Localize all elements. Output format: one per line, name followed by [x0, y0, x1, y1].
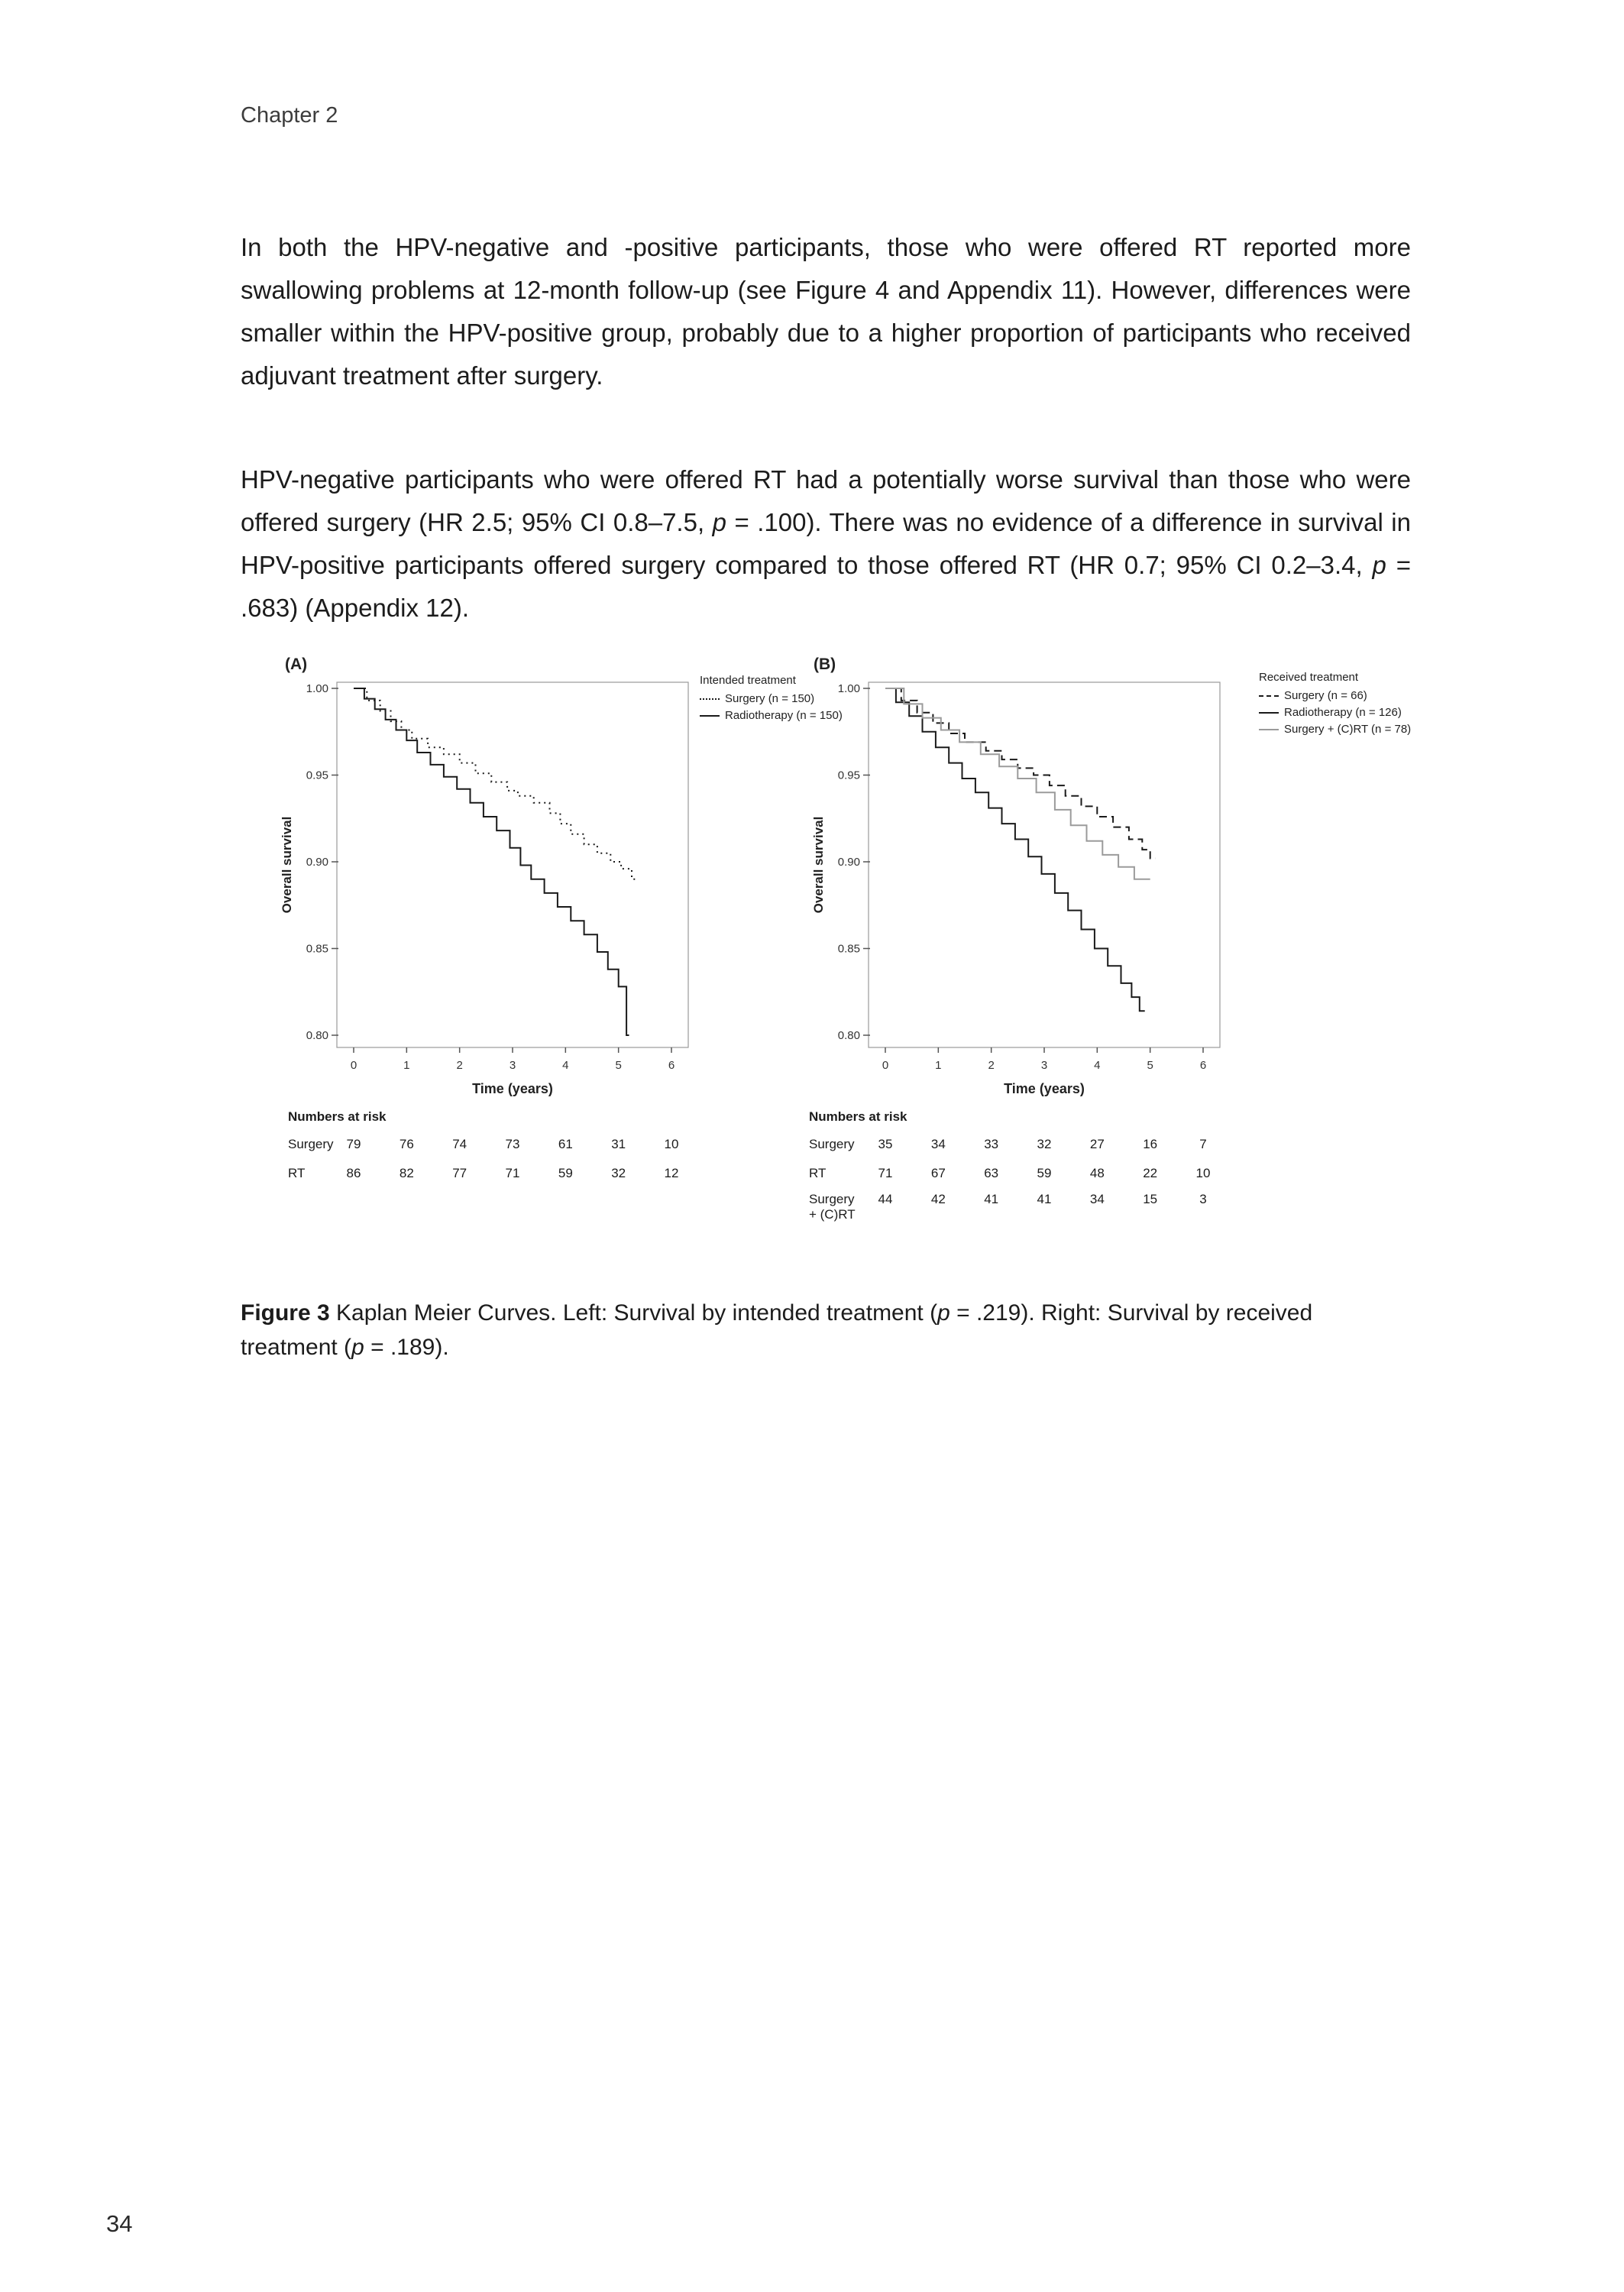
risk-value: 34 [930, 1137, 946, 1151]
risk-value: 41 [984, 1192, 999, 1206]
km-curve-surgery [885, 688, 1156, 859]
risk-value: 74 [452, 1137, 467, 1151]
risk-value: 16 [1143, 1137, 1158, 1151]
risk-value: 73 [505, 1137, 520, 1151]
svg-text:0.95: 0.95 [837, 769, 860, 782]
panel-b-label: (B) [814, 656, 836, 673]
axes [306, 682, 675, 1072]
numbers-at-risk-title: Numbers at risk [809, 1109, 907, 1124]
legend-item-label: Surgery + (C)RT (n = 78) [1284, 723, 1412, 736]
risk-row-label: RT [809, 1166, 827, 1180]
svg-text:5: 5 [1147, 1059, 1153, 1072]
figure-caption-text: Kaplan Meier Curves. Left: Survival by intended treatment ( [329, 1300, 938, 1326]
legend-item-surgery [700, 691, 864, 706]
km-curve-surgery [354, 688, 637, 879]
legend-title: Intended treatment [700, 674, 796, 687]
svg-text:3: 3 [1040, 1059, 1048, 1072]
risk-value: 34 [1089, 1192, 1105, 1206]
risk-value: 12 [664, 1166, 679, 1180]
km-plot-b [796, 665, 1239, 1109]
p-value-italic: p [712, 508, 726, 536]
legend-line-sample [1259, 695, 1279, 697]
figure-caption-number: Figure 3 [241, 1300, 330, 1326]
risk-value: 15 [1143, 1192, 1158, 1206]
km-plot-svg [264, 665, 707, 1105]
risk-value: 32 [1037, 1137, 1052, 1151]
risk-value: 42 [930, 1192, 946, 1206]
km-curve-radiotherapy [885, 688, 1145, 1011]
svg-text:0.85: 0.85 [837, 942, 860, 956]
legend-item-surgery-crt [1259, 722, 1423, 736]
legend-intended-treatment [700, 674, 864, 725]
x-axis-label: Time (years) [1004, 1081, 1085, 1096]
axes [838, 682, 1206, 1072]
page-content [241, 0, 1411, 1365]
plot-frame [869, 682, 1220, 1047]
p-value-italic: p [351, 1335, 364, 1360]
svg-text:1.00: 1.00 [306, 682, 328, 695]
risk-value: 77 [452, 1166, 467, 1180]
risk-value: 61 [558, 1137, 573, 1151]
risk-value: 63 [984, 1166, 999, 1180]
legend-line-sample [1259, 712, 1279, 714]
risk-row-label: Surgery + (C)RT [809, 1192, 856, 1222]
x-axis-label: Time (years) [472, 1081, 553, 1096]
risk-row-label: Surgery [809, 1137, 855, 1151]
svg-text:6: 6 [1199, 1059, 1207, 1072]
svg-text:0.95: 0.95 [306, 769, 328, 782]
risk-row-label: RT [288, 1166, 306, 1180]
page-number: 34 [106, 2210, 133, 2237]
km-curve-radiotherapy [354, 688, 629, 1035]
numbers-at-risk-title: Numbers at risk [288, 1109, 387, 1124]
risk-value: 86 [346, 1166, 361, 1180]
legend-line-sample [1259, 729, 1279, 730]
paragraph-2-text: HPV-negative participants who were offered RT had a potentially worse survival than those who were offered surgery (HR 2.5; 95% CI 0.8–7.5, [241, 465, 1411, 536]
legend-item-label: Surgery (n = 150) [725, 692, 815, 705]
risk-value: 31 [611, 1137, 626, 1151]
risk-value: 82 [399, 1166, 414, 1180]
svg-text:6: 6 [668, 1059, 675, 1072]
legend-item-radiotherapy [700, 708, 864, 723]
km-plot-a [264, 665, 707, 1109]
risk-value: 67 [930, 1166, 946, 1180]
svg-text:2: 2 [988, 1059, 995, 1072]
figure-caption-text: = .219). Right: Survival by received treatment ( [241, 1300, 1313, 1360]
risk-value: 7 [1199, 1137, 1207, 1151]
p-value-italic: p [1372, 551, 1386, 579]
risk-value: 44 [878, 1192, 893, 1206]
panel-a-label: (A) [285, 656, 308, 673]
risk-value: 10 [1195, 1166, 1211, 1180]
svg-text:5: 5 [615, 1059, 622, 1072]
paragraph-1: In both the HPV-negative and -positive participants, those who were offered RT reported more swallowing problems at 12-month follow-up (see Figure 4 and Appendix 11). However, differences were smaller within the HPV-positive group, probably due to a higher proportion of participants who received adjuvant treatment after surgery. [241, 233, 1411, 390]
risk-value: 10 [664, 1137, 679, 1151]
risk-value: 79 [346, 1137, 361, 1151]
figure-caption [241, 1296, 1411, 1365]
risk-value: 71 [878, 1166, 893, 1180]
y-axis-label: Overall survival [811, 816, 826, 914]
risk-value: 33 [984, 1137, 999, 1151]
svg-text:0.80: 0.80 [837, 1029, 860, 1042]
svg-text:0: 0 [350, 1059, 357, 1072]
risk-value: 3 [1199, 1192, 1207, 1206]
paragraph-2-text: = .683) (Appendix 12). [241, 551, 1411, 622]
legend-item-label: Radiotherapy (n = 150) [725, 709, 843, 722]
legend-item-surgery [1259, 688, 1423, 703]
risk-value: 59 [1037, 1166, 1052, 1180]
risk-value: 48 [1089, 1166, 1105, 1180]
svg-text:1.00: 1.00 [837, 682, 860, 695]
svg-text:1: 1 [403, 1059, 410, 1072]
risk-value: 71 [505, 1166, 520, 1180]
svg-text:0.85: 0.85 [306, 942, 328, 956]
figure-3-kaplan-meier [241, 652, 1411, 1233]
km-plot-svg [796, 665, 1239, 1105]
legend-item-label: Surgery (n = 66) [1284, 689, 1367, 702]
p-value-italic: p [937, 1300, 950, 1326]
legend-title: Received treatment [1259, 671, 1359, 684]
svg-text:1: 1 [935, 1059, 942, 1072]
svg-text:2: 2 [456, 1059, 463, 1072]
svg-text:0.90: 0.90 [837, 856, 860, 869]
paragraph-2-text: = .100). There was no evidence of a difference in survival in HPV-positive participants offered surgery compared to those offered RT (HR 0.7; 95% CI 0.2–3.4, [241, 508, 1411, 579]
legend-received-treatment [1259, 671, 1423, 739]
risk-value: 76 [399, 1137, 414, 1151]
legend-item-radiotherapy [1259, 705, 1423, 720]
svg-text:0: 0 [882, 1059, 889, 1072]
figure-caption-text: = .189). [364, 1335, 449, 1360]
y-axis-label: Overall survival [280, 816, 294, 914]
legend-line-sample [700, 715, 720, 717]
svg-text:0.90: 0.90 [306, 856, 328, 869]
svg-text:4: 4 [562, 1059, 569, 1072]
risk-value: 59 [558, 1166, 573, 1180]
risk-value: 22 [1143, 1166, 1158, 1180]
svg-text:4: 4 [1094, 1059, 1101, 1072]
km-curve-surgery-crt [885, 688, 1150, 879]
risk-value: 32 [611, 1166, 626, 1180]
plot-frame [337, 682, 688, 1047]
svg-text:0.80: 0.80 [306, 1029, 328, 1042]
legend-line-sample [700, 698, 720, 700]
svg-text:3: 3 [509, 1059, 516, 1072]
risk-value: 35 [878, 1137, 893, 1151]
risk-value: 27 [1089, 1137, 1105, 1151]
risk-value: 41 [1037, 1192, 1052, 1206]
legend-item-label: Radiotherapy (n = 126) [1284, 706, 1402, 719]
paragraph-2 [241, 458, 1411, 630]
chapter-header: Chapter 2 [241, 103, 338, 128]
risk-row-label: Surgery [288, 1137, 334, 1151]
